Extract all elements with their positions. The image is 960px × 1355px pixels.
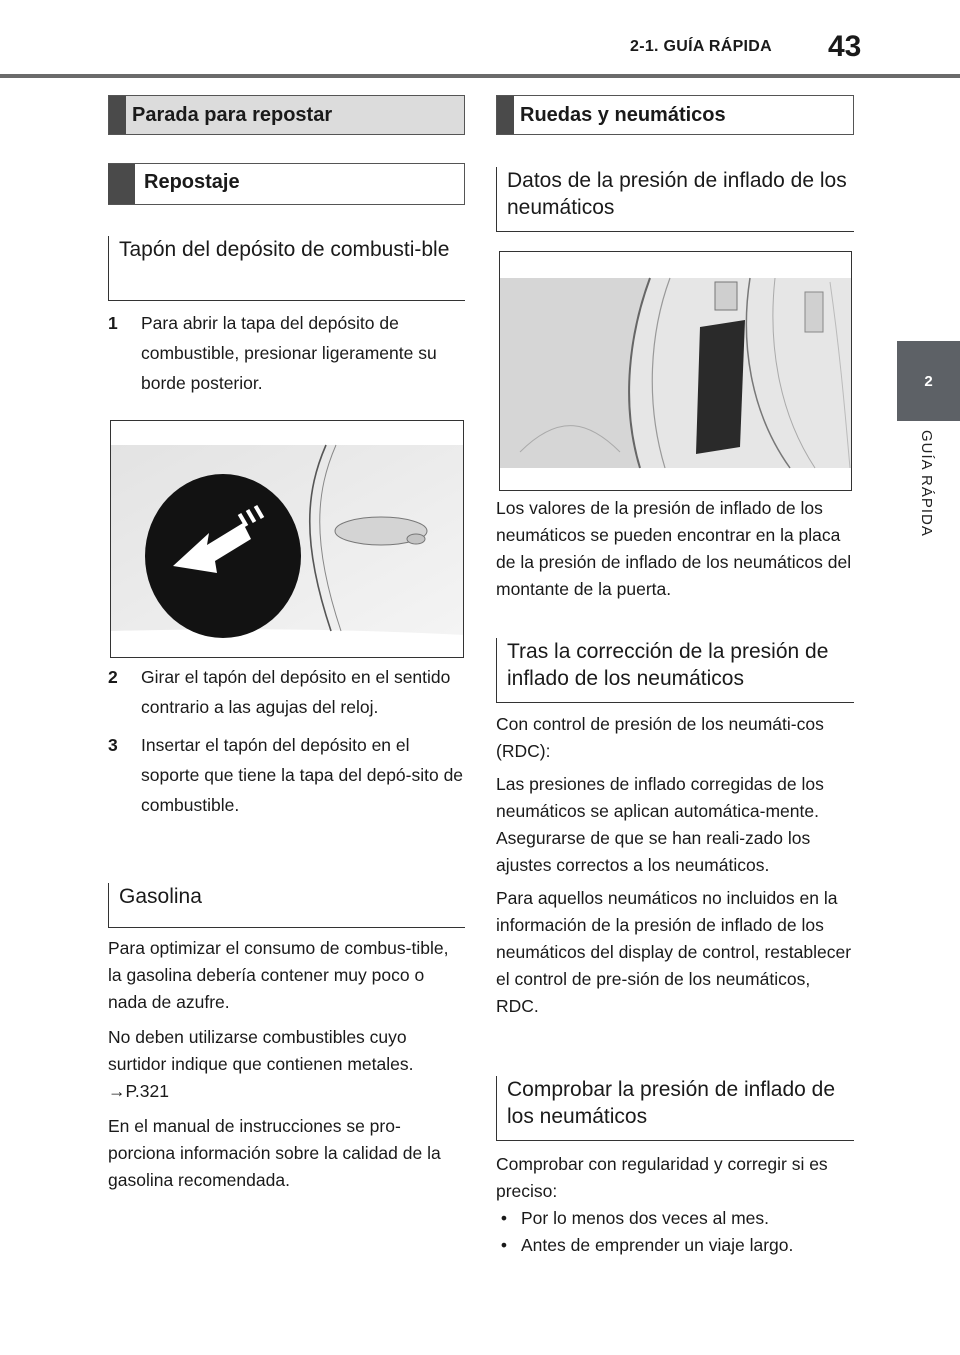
check-text [496,1151,854,1259]
heading-text: Ruedas y neumáticos [520,103,726,126]
subheading-repostaje [108,163,465,205]
paragraph: Con control de presión de los neumáti-cos (RDC): [496,714,824,761]
topic-text: Comprobar la presión de inflado de los neumáticos [507,1078,836,1128]
steps-list-a [108,308,465,398]
running-header: 2-1. GUÍA RÁPIDA [630,38,773,55]
topic-text: Datos de la presión de inflado de los neumáticos [507,169,847,219]
heading-bar [109,96,126,134]
bullet-mark: • [496,1235,507,1255]
heading-bar [108,164,135,204]
fuel-flap-illustration [110,420,464,658]
step-text: Para abrir la tapa del depósito de combustible, presionar ligeramente su borde posterior. [141,313,437,393]
paragraph: Para aquellos neumáticos no incluidos en la información de la presión de inflado de los neumáticos del display de control, restablecer el control de pre-sión de los neumáticos, RDC. [496,888,852,1016]
step-item [108,662,465,722]
step-item [108,730,465,820]
list-item [496,1205,854,1232]
list-item [496,1232,854,1259]
heading-bar [497,96,514,134]
step-number: 3 [108,735,118,755]
paragraph: Para optimizar el consumo de combus-tible, la gasolina debería contener muy poco o nada de azufre. [108,938,449,1012]
topic-text: Gasolina [119,885,202,908]
bullet-mark: • [496,1208,507,1228]
topic-fuel-cap [108,236,465,301]
paragraph: No deben utilizarse combustibles cuyo surtidor indique que contienen metales. [108,1027,414,1074]
chapter-number: 2 [924,372,933,390]
paragraph: En el manual de instrucciones se pro-porciona información sobre la calidad de la gasolina recomendada. [108,1116,441,1190]
page-reference-link[interactable]: →P.321 [108,1081,169,1101]
paragraph: Las presiones de inflado corregidas de los neumáticos se aplican automática-mente. Asegurarse de que se han reali-zado los ajustes correctos a los neumáticos. [496,774,824,875]
correction-text [496,711,854,1020]
door-pillar-illustration [499,251,852,491]
step-text: Insertar el tapón del depósito en el soporte que tiene la tapa del depó-sito de combustible. [141,735,464,815]
topic-pressure-data [496,167,854,232]
bullet-text: Antes de emprender un viaje largo. [521,1235,794,1255]
section-heading-refuel [108,95,465,135]
bullet-text: Por lo menos dos veces al mes. [521,1208,770,1228]
topic-gasoline [108,883,465,928]
fuel-flap-drawing [111,421,464,658]
topic-text: Tapón del depósito de combusti-ble [119,238,450,261]
chapter-label: GUÍA RÁPIDA [918,430,935,537]
header-rule [0,74,960,78]
steps-list-b [108,662,465,820]
gasoline-text [108,935,465,1194]
step-text: Girar el tapón del depósito en el sentido contrario a las agujas del reloj. [141,667,451,717]
topic-check-pressure [496,1076,854,1141]
step-number: 2 [108,667,118,687]
section-heading-wheels [496,95,854,135]
step-item [108,308,465,398]
step-number: 1 [108,313,118,333]
topic-text: Tras la corrección de la presión de inflado de los neumáticos [507,640,829,690]
heading-text: Repostaje [144,171,240,193]
chapter-tab[interactable] [897,341,960,421]
door-pillar-drawing [500,252,852,491]
paragraph: Los valores de la presión de inflado de los neumáticos se pueden encontrar en la placa de la presión de inflado de los neumáticos del montante de la puerta. [496,498,852,599]
heading-text: Parada para repostar [132,103,333,126]
topic-after-correction [496,638,854,703]
page-number: 43 [828,30,862,63]
paragraph: Comprobar con regularidad y corregir si es preciso: [496,1154,828,1201]
